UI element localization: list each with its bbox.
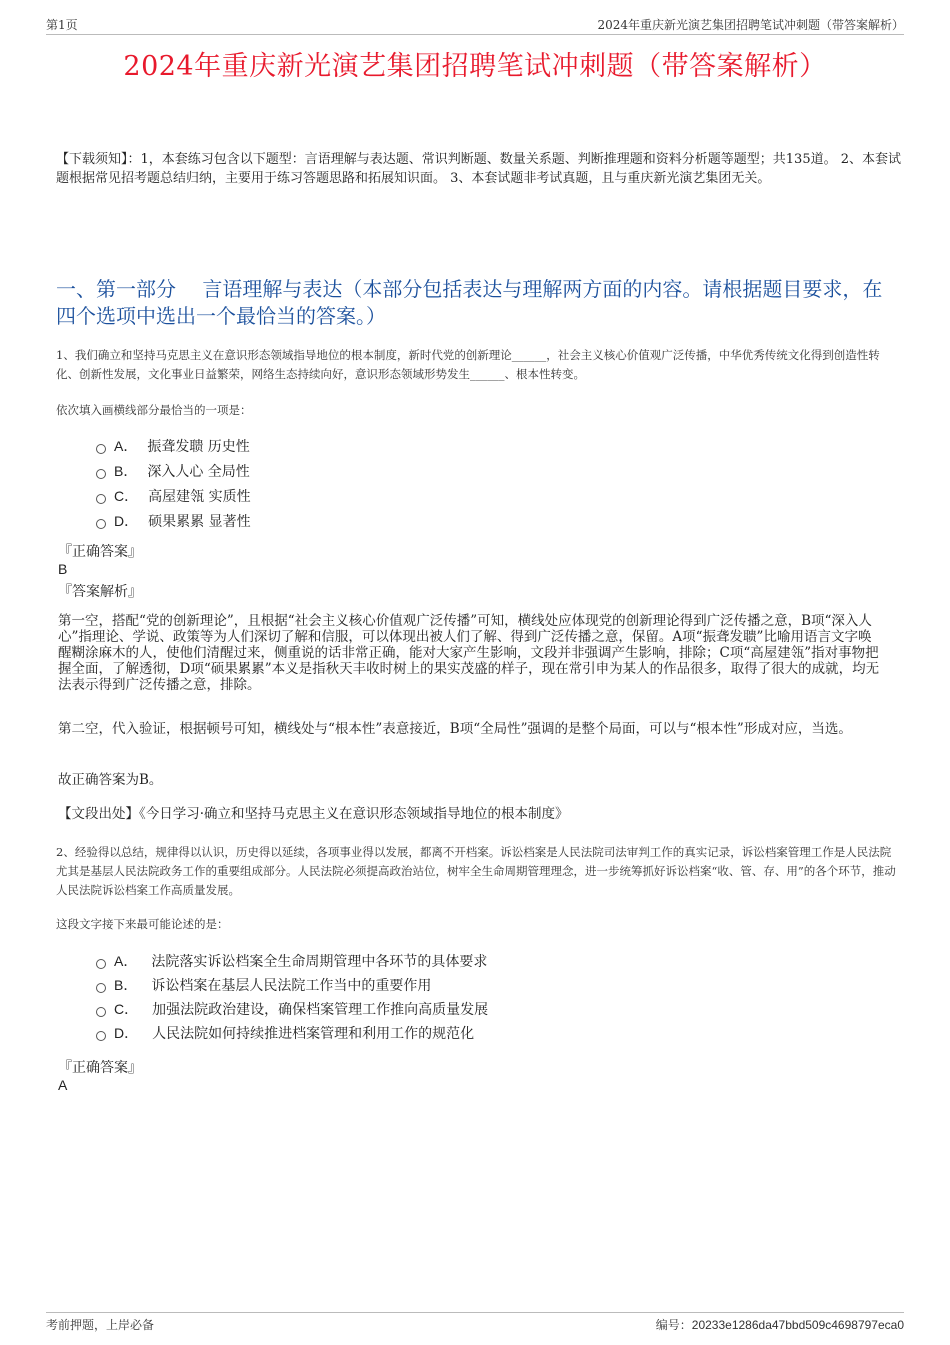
source-citation: 【文段出处】《今日学习·确立和坚持马克思主义在意识形态领域指导地位的根本制度》: [58, 806, 569, 822]
option-text: 深入人心 全局性: [147, 463, 250, 480]
option-text: 诉讼档案在基层人民法院工作当中的重要作用: [151, 978, 432, 994]
document-title: 2024年重庆新光演艺集团招聘笔试冲刺题（带答案解析）: [123, 51, 827, 82]
answer-value: A: [58, 1077, 68, 1093]
option-b[interactable]: B． 诉讼档案在基层人民法院工作当中的重要作用: [96, 973, 488, 997]
option-b[interactable]: B． 深入人心 全局性: [96, 458, 251, 483]
radio-icon[interactable]: [96, 494, 106, 504]
section-heading: 一、第一部分 言语理解与表达（本部分包括表达与理解两方面的内容。请根据题目要求，在四个选项中选出一个最恰当的答案。）: [56, 277, 883, 328]
answer-label: 『正确答案』: [58, 1060, 142, 1076]
option-d[interactable]: D． 人民法院如何持续推进档案管理和利用工作的规范化: [96, 1021, 488, 1045]
conclusion-line: 故正确答案为B。: [58, 772, 163, 788]
option-d[interactable]: D． 硕果累累 显著性: [96, 508, 251, 533]
question-1-prompt: 依次填入画横线部分最恰当的一项是：: [56, 403, 252, 417]
option-text: 加强法院政治建设，确保档案管理工作推向高质量发展: [152, 1002, 489, 1018]
page-header: [46, 14, 904, 35]
radio-icon[interactable]: [96, 469, 106, 479]
option-a[interactable]: A． 法院落实诉讼档案全生命周期管理中各环节的具体要求: [96, 949, 488, 973]
option-c[interactable]: C． 高屋建瓴 实质性: [96, 483, 251, 508]
answer-label: 『正确答案』: [58, 544, 142, 560]
option-text: 振聋发聩 历史性: [147, 438, 250, 455]
radio-icon[interactable]: [96, 1031, 106, 1041]
header-doc-title: 2024年重庆新光演艺集团招聘笔试冲刺题（带答案解析）: [597, 18, 904, 32]
option-text: 人民法院如何持续推进档案管理和利用工作的规范化: [152, 1026, 475, 1042]
option-text: 法院落实诉讼档案全生命周期管理中各环节的具体要求: [151, 954, 488, 970]
option-text: 高屋建瓴 实质性: [148, 488, 251, 505]
question-2-prompt: 这段文字接下来最可能论述的是：: [56, 917, 229, 931]
radio-icon[interactable]: [96, 1007, 106, 1017]
option-c[interactable]: C． 加强法院政治建设，确保档案管理工作推向高质量发展: [96, 997, 488, 1021]
document-id: 编号：20233e1286da47bbd509c4698797eca0: [655, 1318, 904, 1332]
answer-value: B: [58, 561, 68, 577]
analysis-label: 『答案解析』: [58, 584, 142, 600]
question-1-options: [96, 433, 251, 533]
footer-slogan: 考前押题，上岸必备: [46, 1318, 155, 1332]
page-number: 第1页: [46, 18, 78, 32]
radio-icon[interactable]: [96, 519, 106, 529]
download-notice: 【下载须知】：1，本套练习包含以下题型：言语理解与表达题、常识判断题、数量关系题、判断推理题和资料分析题等题型；共135道。 2、本套试题根据常见招考题总结归纳，主要用于练习答题思路和拓展知识面。 3、本套试题非考试真题，且与重庆新光演艺集团无关。: [56, 152, 901, 186]
option-text: 硕果累累 显著性: [148, 513, 251, 530]
page-footer: [46, 1312, 904, 1332]
question-2-options: [96, 949, 488, 1045]
analysis-paragraph-2: 第二空，代入验证，根据顿号可知，横线处与“根本性”表意接近，B项“全局性”强调的是整个局面，可以与“根本性”形成对应，当选。: [58, 721, 852, 737]
radio-icon[interactable]: [96, 444, 106, 454]
analysis-paragraph-1: 第一空，搭配“党的创新理论”，且根据“社会主义核心价值观广泛传播”可知，横线处应体现党的创新理论得到广泛传播之意，B项“深入人心”指理论、学说、政策等为人们深切了解和信服，可以体现出被人们了解、得到广泛传播之意，保留。A项“振聋发聩”比喻用语言文字唤醒糊涂麻木的人，使他们清醒过来，侧重说的话非常正确，能对大家产生影响，文段并非强调产生影响，排除；C项“高屋建瓴”指对事物把握全面，了解透彻，D项“硕果累累”本义是指秋天丰收时树上的果实茂盛的样子，现在常引申为某人的作品很多，取得了很大的成就，均无法表示得到广泛传播之意，排除。: [58, 613, 880, 693]
option-a[interactable]: A． 振聋发聩 历史性: [96, 433, 251, 458]
radio-icon[interactable]: [96, 983, 106, 993]
question-1-text: 1、我们确立和坚持马克思主义在意识形态领域指导地位的根本制度，新时代党的创新理论______，社会主义核心价值观广泛传播，中华优秀传统文化得到创造性转化、创新性发展，文化事业日益繁荣，网络生态持续向好，意识形态领域形势发生______、根本性转变。: [56, 348, 880, 381]
question-2-text: 2、经验得以总结，规律得以认识，历史得以延续，各项事业得以发展，都离不开档案。诉讼档案是人民法院司法审判工作的真实记录，诉讼档案管理工作是人民法院尤其是基层人民法院政务工作的重要组成部分。人民法院必须提高政治站位，树牢全生命周期管理理念，进一步统筹抓好诉讼档案“收、管、存、用”的各个环节，推动人民法院诉讼档案工作高质量发展。: [56, 845, 896, 897]
radio-icon[interactable]: [96, 959, 106, 969]
